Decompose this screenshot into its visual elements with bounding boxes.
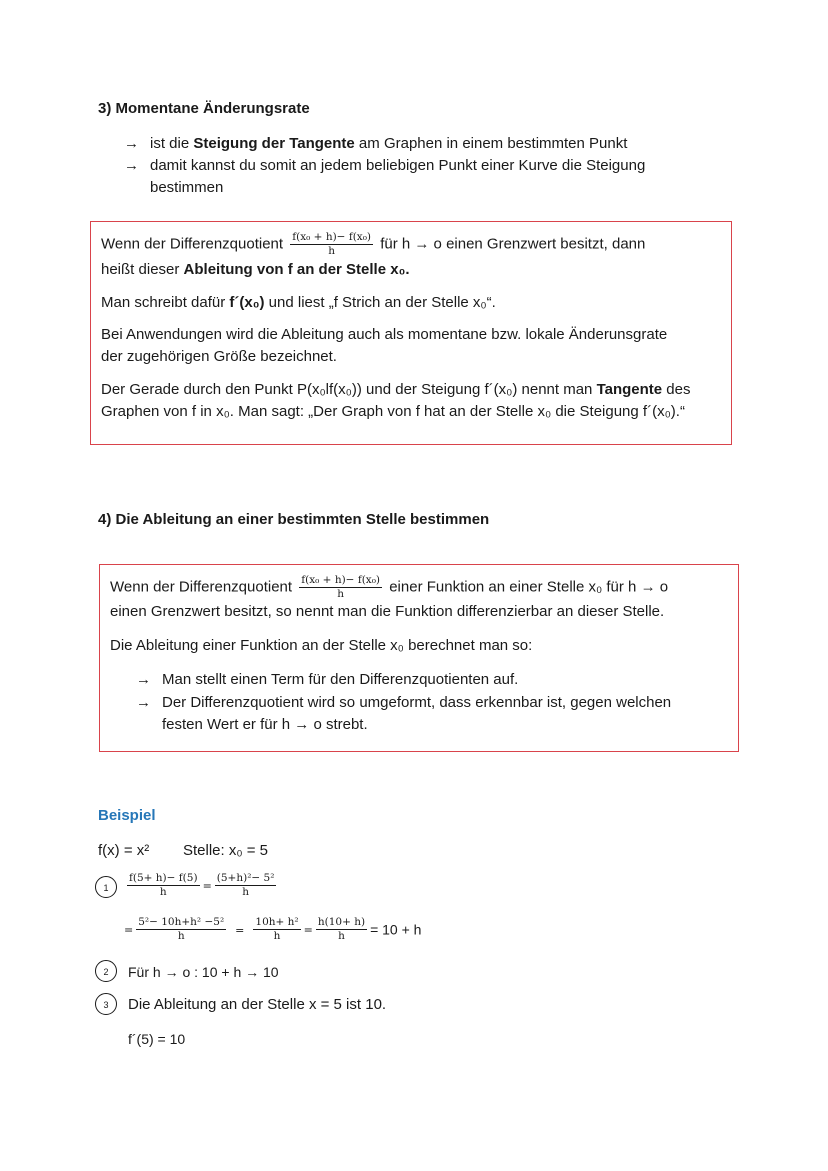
step-1-circle: 1 <box>95 876 117 898</box>
list-item: → damit kannst du somit an jedem beliebigen Punkt einer Kurve die Steigung <box>124 155 645 177</box>
definition-line: einen Grenzwert besitzt, so nennt man die Funktion differenzierbar an dieser Stelle. <box>110 603 665 620</box>
step-1-formula: $\frac{f(5+ h)- f(5)}{h}$ = $\frac{\text{(5+h)²− 5²}}{h}$ <box>129 872 275 898</box>
definition-line: Wenn der Differenzquotient $\frac{\text{f(x₀ + h)− f(x₀)}}{h}$ einer Funktion an einer Stelle x₀ für h → o <box>110 574 669 600</box>
definition-line: heißt dieser Ableitung von f an der Stelle x₀. <box>101 261 410 278</box>
definition-box-differentiable <box>99 564 739 752</box>
example-point: Stelle: x₀ = 5 <box>183 842 269 859</box>
arrow-icon: → <box>124 135 139 152</box>
definition-line: Wenn der Differenzquotient $\frac{\text{f(x₀ + h)− f(x₀)}}{h}$ für h → o einen Grenzwert besitzt, dann <box>101 231 646 257</box>
example-function: f(x) = x² <box>98 842 150 859</box>
procedure-intro: Die Ableitung einer Funktion an der Stelle x₀ berechnet man so: <box>110 637 533 654</box>
list-item-continuation: festen Wert er für h → o strebt. <box>162 716 368 733</box>
tangent-line: Der Gerade durch den Punkt P(x₀lf(x₀)) und der Steigung f´(x₀) nennt man Tangente des <box>101 381 691 398</box>
section-3-heading: 3) Momentane Änderungsrate <box>98 100 310 117</box>
list-item: → ist die Steigung der Tangente am Graphen in einem bestimmten Punkt <box>124 133 627 155</box>
arrow-icon: → <box>136 671 151 688</box>
difference-quotient: $\frac{\text{f(x₀ + h)− f(x₀)}}{h}$ <box>292 231 372 257</box>
step-1-simplification: = $\frac{\text{5²− 10h+h² −5²}}{h}$ = $\frac{\text{10h+ h²}}{h}$ = $\frac{h(10+ h)}{h}$ = 10 + h <box>124 916 422 942</box>
step-2-text: Für h → o : 10 + h → 10 <box>128 964 279 980</box>
final-result: f´(5) = 10 <box>128 1031 186 1047</box>
difference-quotient: $\frac{\text{f(x₀ + h)− f(x₀)}}{h}$ <box>301 574 381 600</box>
tangent-line: Graphen von f in x₀. Man sagt: „Der Graph von f hat an der Stelle x₀ die Steigung f´(x₀).“ <box>101 403 685 420</box>
list-item-continuation: bestimmen <box>150 179 224 196</box>
example-title: Beispiel <box>98 807 156 824</box>
list-item: → Man stellt einen Term für den Differenzquotienten auf. <box>136 669 518 691</box>
notation-line: Man schreibt dafür f´(x₀) und liest „f Strich an der Stelle x₀“. <box>101 294 496 311</box>
step-3-text: Die Ableitung an der Stelle x = 5 ist 10. <box>128 996 387 1013</box>
step-3-circle: 3 <box>95 993 117 1015</box>
application-line: der zugehörigen Größe bezeichnet. <box>101 348 337 365</box>
section-4-heading: 4) Die Ableitung an einer bestimmten Stelle bestimmen <box>98 511 490 528</box>
list-item: → Der Differenzquotient wird so umgeformt, dass erkennbar ist, gegen welchen <box>136 692 671 714</box>
step-2-circle: 2 <box>95 960 117 982</box>
application-line: Bei Anwendungen wird die Ableitung auch als momentane bzw. lokale Änderunsgrate <box>101 326 668 343</box>
definition-box-derivative <box>90 221 732 445</box>
arrow-icon: → <box>136 694 151 711</box>
arrow-icon: → <box>124 157 139 174</box>
